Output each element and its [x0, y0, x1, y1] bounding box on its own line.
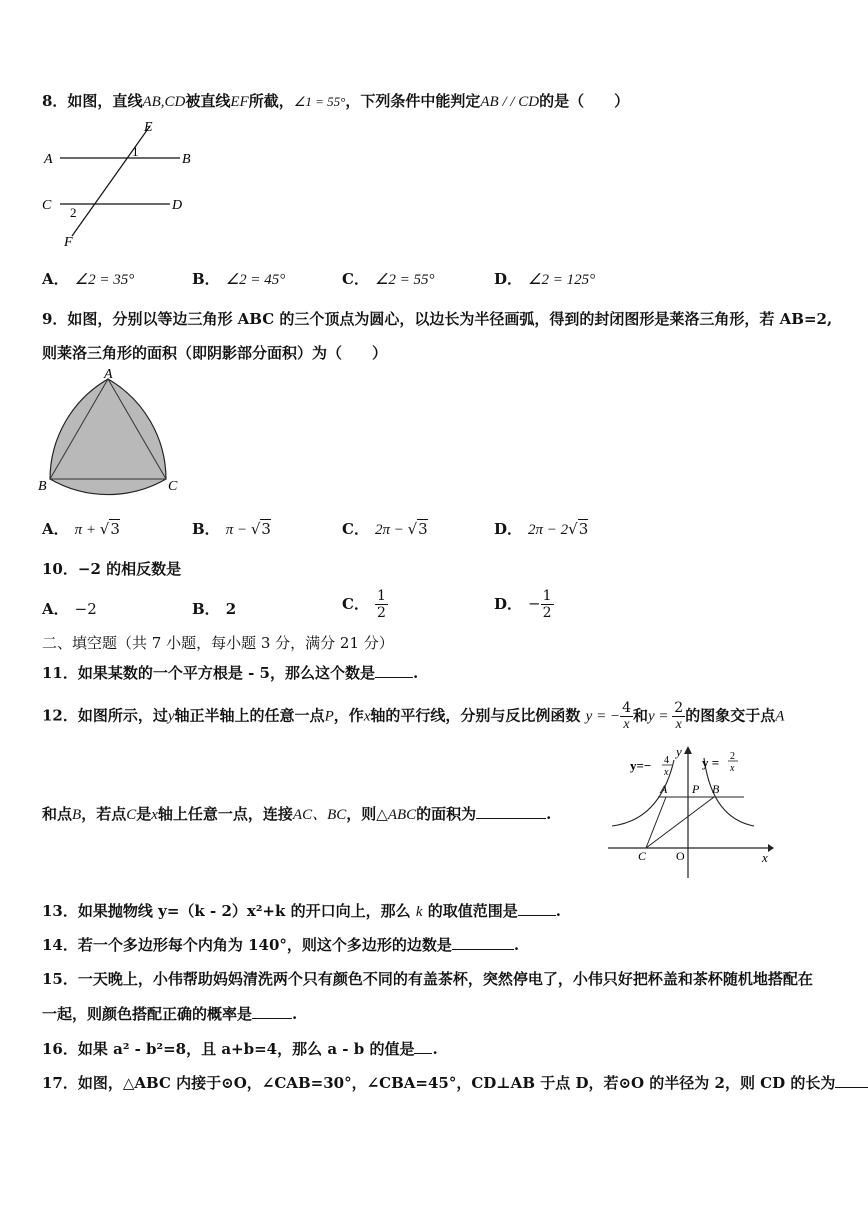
q9-label-c: C — [168, 479, 178, 494]
q16-answer-blank[interactable] — [414, 1039, 432, 1054]
q16-stem: 16．如果 a² - b²=8，且 a+b=4，那么 a - b 的值是 . — [42, 1040, 438, 1058]
q12-graph-right-num: 2 — [730, 751, 735, 762]
q8-parallel: AB / / CD — [480, 94, 540, 110]
q10-stem: 10．−2 的相反数是 — [42, 560, 182, 578]
q12-graph-label-o: O — [676, 849, 685, 863]
q12-graph — [608, 740, 778, 880]
q9-option-d[interactable]: D． 2π − 2√3 — [494, 520, 589, 538]
q8-text: 8．如图，直线 — [42, 92, 143, 110]
q8-label-d: D — [172, 198, 183, 213]
q9-label-a: A — [104, 367, 113, 382]
q8-option-d[interactable]: D． ∠2 = 125° — [494, 270, 596, 288]
q15-stem-line2: 一起，则颜色搭配正确的概率是 . — [42, 1005, 298, 1023]
q14-answer-blank[interactable] — [452, 935, 514, 950]
q12-graph-left-num: 4 — [664, 755, 669, 766]
q12-graph-y-axis-label: y — [676, 744, 682, 759]
q8-label-c: C — [42, 198, 52, 213]
q9-stem-line1: 9．如图，分别以等边三角形 ABC 的三个顶点为圆心，以边长为半径画弧，得到的封闭图形是莱洛三角形，若 AB=2, — [42, 310, 833, 328]
q13-answer-blank[interactable] — [518, 901, 556, 916]
q8-option-c[interactable]: C． ∠2 = 55° — [342, 270, 435, 288]
q12-graph-right-func-label: y = — [702, 755, 720, 770]
q12-graph-left-func-label: y=− — [630, 758, 652, 773]
q8-label-a: A — [44, 152, 53, 167]
q8-label-2: 2 — [70, 205, 77, 220]
q8-text: 的是（ ） — [539, 92, 630, 110]
q8-stem — [42, 90, 629, 111]
q10-option-d[interactable]: D． − $\frac{1}{2}$ — [494, 588, 552, 621]
q9-label-b: B — [38, 479, 47, 494]
q8-label-f: F — [64, 235, 73, 250]
q8-figure — [40, 118, 210, 250]
q9-option-a[interactable]: A． π + √3 — [42, 520, 120, 538]
q9-option-c[interactable]: C． 2π − √3 — [342, 520, 428, 538]
q11-answer-blank[interactable] — [375, 663, 413, 678]
q11-stem: 11．如果某数的一个平方根是 - 5，那么这个数是 . — [42, 664, 419, 682]
q12-answer-blank[interactable] — [476, 804, 546, 819]
q8-text: 所截， — [248, 92, 294, 110]
q13-stem: 13．如果抛物线 y=（k - 2）x²+k 的开口向上，那么 k 的取值范围是 . — [42, 902, 561, 920]
q12-stem-line1: 12．如图所示，过y轴正半轴上的任意一点P，作x轴的平行线，分别与反比例函数 y = − $\frac{4}{x}$ 和y = $\frac{2}{x}$ 的图象交于点A — [42, 700, 785, 732]
q15-stem-line1: 15．一天晚上，小伟帮助妈妈清洗两个只有颜色不同的有盖茶杯，突然停电了，小伟只好把杯盖和茶杯随机地搭配在 — [42, 970, 813, 988]
q12-graph-label-b: B — [712, 782, 720, 796]
q9-option-b[interactable]: B． π − √3 — [192, 520, 271, 538]
q8-text: ，下列条件中能判定 — [345, 92, 481, 110]
q12-stem-line2: 和点B，若点C是x轴上任意一点，连接AC、BC，则△ABC的面积为 . — [42, 805, 552, 823]
q10-option-c[interactable]: C． $\frac{1}{2}$ — [342, 588, 386, 621]
q15-answer-blank[interactable] — [252, 1004, 292, 1019]
q9-reuleaux-figure — [36, 366, 186, 498]
q17-answer-blank[interactable] — [835, 1073, 868, 1088]
q17-stem: 17．如图，△ABC 内接于⊙O，∠CAB=30°，∠CBA=45°，CD⊥AB 于点 D，若⊙O 的半径为 2，则 CD 的长为 — [42, 1072, 868, 1093]
q8-label-1: 1 — [132, 144, 139, 159]
q8-line-ef: EF — [230, 94, 249, 110]
q8-angle1: ∠1 = 55° — [293, 94, 346, 109]
q8-label-b: B — [182, 152, 191, 167]
q8-option-b[interactable]: B． ∠2 = 45° — [192, 270, 286, 288]
q12-graph-label-p: P — [692, 782, 700, 796]
q8-label-e: E — [144, 120, 153, 135]
q9-stem-line2: 则莱洛三角形的面积（即阴影部分面积）为（ ） — [42, 344, 388, 362]
q8-option-a[interactable]: A． ∠2 = 35° — [42, 270, 135, 288]
q8-text: 被直线 — [185, 92, 231, 110]
q12-graph-left-den: x — [664, 767, 669, 778]
q10-option-a[interactable]: A． −2 — [42, 600, 97, 618]
section-fill-in-heading: 二、填空题（共 7 小题，每小题 3 分，满分 21 分） — [42, 634, 394, 652]
q12-graph-label-a: A — [660, 782, 668, 796]
q12-graph-right-den: x — [730, 763, 735, 774]
q14-stem: 14．若一个多边形每个内角为 140°，则这个多边形的边数是 . — [42, 936, 520, 954]
q12-graph-label-c: C — [638, 849, 647, 863]
q10-option-b[interactable]: B． 2 — [192, 600, 237, 618]
q12-graph-x-axis-label: x — [762, 850, 768, 865]
q8-lines-ab-cd: AB,CD — [142, 94, 186, 110]
